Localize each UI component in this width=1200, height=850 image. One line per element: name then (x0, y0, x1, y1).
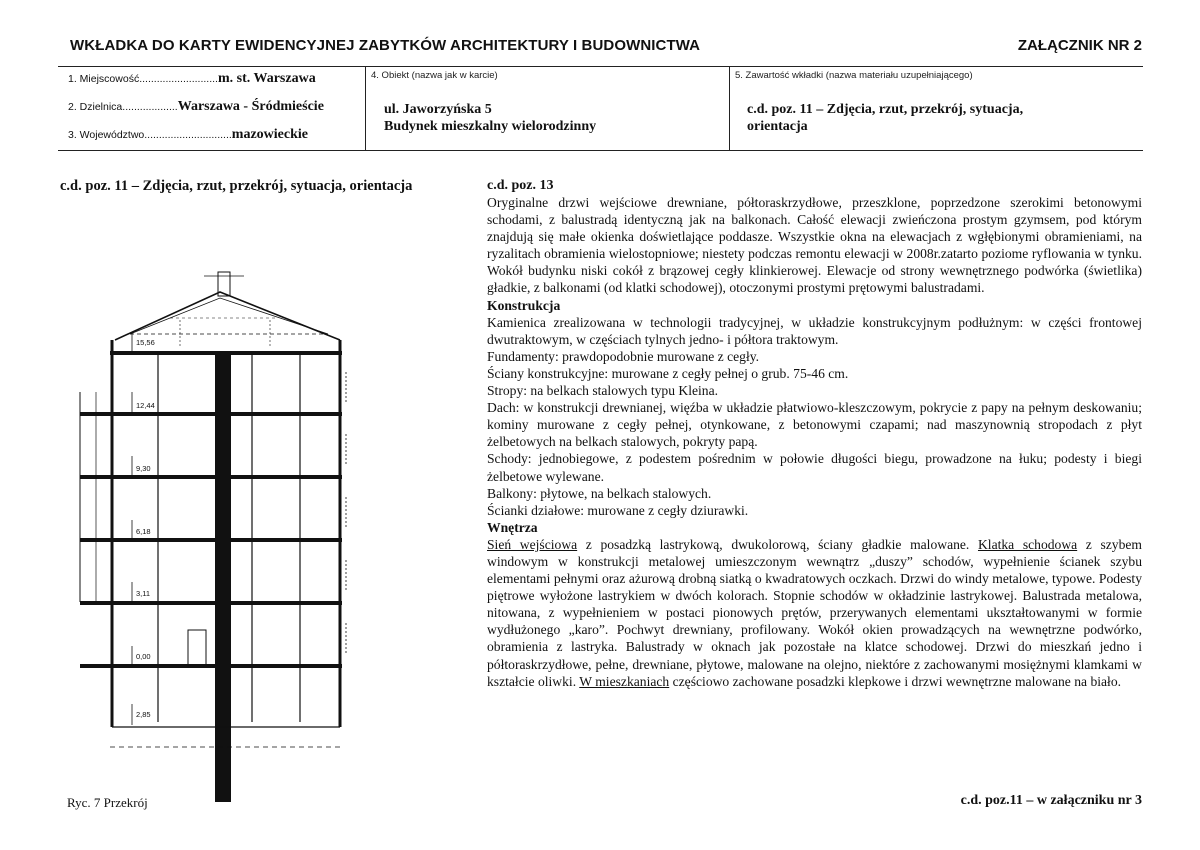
construction-paragraph: Kamienica zrealizowana w technologii tradycyjnej, w układzie konstrukcyjnym podłużnym: w części frontowej dwutraktowym, w częściach tylnych jedno- i półtora traktowym. (487, 314, 1142, 347)
field-voivodeship-dots: .............................. (144, 129, 232, 141)
continuation-heading: c.d. poz. 13 (487, 178, 554, 193)
header-bottom-rule (58, 150, 1143, 151)
walls: Ściany konstrukcyjne: murowane z cegły pełnej o grub. 75-46 cm. (487, 365, 849, 381)
attachment-number: ZAŁĄCZNIK NR 2 (1017, 37, 1142, 54)
foundations: Fundamenty: prawdopodobnie murowane z cegły. (487, 348, 760, 364)
field-divider-1 (365, 67, 366, 150)
floor-slab-5 (80, 412, 342, 416)
field-district-value: Warszawa - Śródmieście (177, 99, 324, 114)
partition-walls: Ścianki działowe: murowane z cegły dziurawki. (487, 502, 749, 518)
apartments-term: W mieszkaniach (579, 673, 670, 689)
content-line-1: c.d. poz. 11 – Zdjęcia, rzut, przekrój, sytuacja, (747, 102, 1024, 117)
interiors-paragraph (487, 536, 1142, 690)
field-district-label: 2. Dzielnica (68, 101, 123, 113)
field-divider-2 (729, 67, 730, 150)
floor-slab-3 (80, 538, 342, 542)
floor-slab-1 (80, 664, 342, 668)
object-type: Budynek mieszkalny wielorodzinny (384, 119, 597, 134)
level-label: 3,11 (136, 589, 151, 598)
content-line-2: orientacja (747, 119, 808, 134)
field-content-value (747, 101, 1023, 135)
field-voivodeship-value: mazowieckie (231, 127, 308, 142)
field-object-label: 4. Obiekt (nazwa jak w karcie) (371, 70, 498, 81)
roof-outline (115, 292, 340, 340)
entrance-hall-term: Sień wejściowa (487, 536, 578, 552)
field-object-value (384, 101, 596, 135)
roof: Dach: w konstrukcji drewnianej, więźba w układzie płatwiowo-kleszczowym, pokrycie z papy na pełnym deskowaniu; kominy murowane z cegły pełnej, otynkowane, z betonowymi czapami; nad maszynownią stropodach z płyt żelbetowych na belkach stalowych, pokryty papą. (487, 400, 1142, 450)
field-district-dots: ................... (122, 101, 178, 113)
document-title: WKŁADKA DO KARTY EWIDENCYJNEJ ZABYTKÓW ARCHITEKTURY I BUDOWNICTWA (70, 37, 701, 54)
cross-section-drawing (70, 262, 370, 802)
continuation-note: c.d. poz.11 – w załączniku nr 3 (960, 793, 1142, 808)
ceilings: Stropy: na belkach stalowych typu Kleina. (487, 383, 719, 399)
header-top-rule (58, 66, 1143, 67)
balconies: Balkony: płytowe, na belkach stalowych. (487, 485, 712, 501)
entrance-door (188, 630, 206, 664)
floor-slab-6 (110, 351, 342, 355)
field-locality-dots: ........................... (139, 73, 218, 85)
level-label: 2,85 (136, 710, 151, 719)
interiors-text-3: częściowo zachowane posadzki klepkowe i drzwi wewnętrzne malowane na biało. (669, 673, 1122, 689)
level-label: 12,44 (136, 401, 155, 410)
object-address: ul. Jaworzyńska 5 (384, 102, 492, 117)
floor-slab-4 (80, 475, 342, 479)
facade-paragraph: Oryginalne drzwi wejściowe drewniane, półtoraskrzydłowe, przeszklone, poprzedzone szerokimi betonowymi schodami, z balustradą identyczną jak na balkonach. Całość elewacji zwieńczona prostym gzymsem, pod którym znajdują się małe okienka doświetlające poddasze. Wszystkie okna na elewacjach z wgłębionymi obramieniami, na ryzalitach obramienia wielostopniowe; niestety podczas remontu elewacji w 2008r.zatarto poziome ryflowania w tynku. Wokół budynku niski cokół z brązowej cegły klinkierowej. Elewacje od strony wewnętrznego podwórka (świetlika) gładkie, z balkonami (od klatki schodowej), otoczonymi prostymi prętowymi balustradami. (487, 195, 1142, 296)
roof-inner-line (130, 298, 328, 334)
staircase-term: Klatka schodowa (977, 536, 1078, 552)
stairs: Schody: jednobiegowe, z podestem pośrednim w połowie długości biegu, prowadzone na łuku; podesty i biegi żelbetowe wylewane. (487, 451, 1142, 484)
description-text (487, 194, 1142, 690)
interiors-text-1: z posadzką lastrykową, dwukolorową, ściany gładkie malowane. (577, 536, 978, 552)
field-locality-label: 1. Miejscowość (68, 73, 140, 85)
level-label: 9,30 (136, 464, 151, 473)
field-district (68, 99, 324, 115)
level-label: 6,18 (136, 527, 151, 536)
interiors-heading: Wnętrza (487, 519, 538, 535)
floor-slab-2 (80, 601, 342, 605)
level-label: 0,00 (136, 652, 151, 661)
level-label: 15,56 (136, 338, 155, 347)
field-locality (68, 71, 316, 87)
field-voivodeship (68, 127, 308, 143)
field-voivodeship-label: 3. Województwo (68, 129, 145, 141)
figure-caption: Ryc. 7 Przekrój (67, 795, 148, 810)
interiors-text-2: z szybem windowym w konstrukcji metalowej umieszczonym wewnątrz „duszy” schodów, wypełnienie ścianek szybu elementami pełnymi oraz ażurową drobną siatką o kwadratowych oczkach. Drzwi do windy metalowe, typowe. Podesty piętrowe wyłożone lastrykiem w dwóch kolorach. Stopnie schodów w okładzinie lastrykowej. Balustrada metalowa, nitowana, z wypełnieniem w postaci pionowych prętów, przerywanych elementami ukształtowanymi w formie wydłużonego „karo”. Pochwyt drewniany, profilowany. Wokół okien prowadzących na wewnętrzne podwórko, obramienia z lastryka. Balustrady w oknach jak pozostałe na klatce schodowej. Drzwi do mieszkań jedno i półtoraskrzydłowe, pełne, drewniane, płytowe, malowane na olejno, niektóre z zachowanymi mosiężnymi klamkami w kształcie oliwki. (487, 536, 1142, 689)
section-caption: c.d. poz. 11 – Zdjęcia, rzut, przekrój, sytuacja, orientacja (60, 178, 413, 194)
field-locality-value: m. st. Warszawa (217, 71, 316, 86)
construction-heading: Konstrukcja (487, 297, 561, 313)
central-load-wall (215, 352, 231, 802)
field-content-label: 5. Zawartość wkładki (nazwa materiału uzupełniającego) (735, 70, 973, 81)
